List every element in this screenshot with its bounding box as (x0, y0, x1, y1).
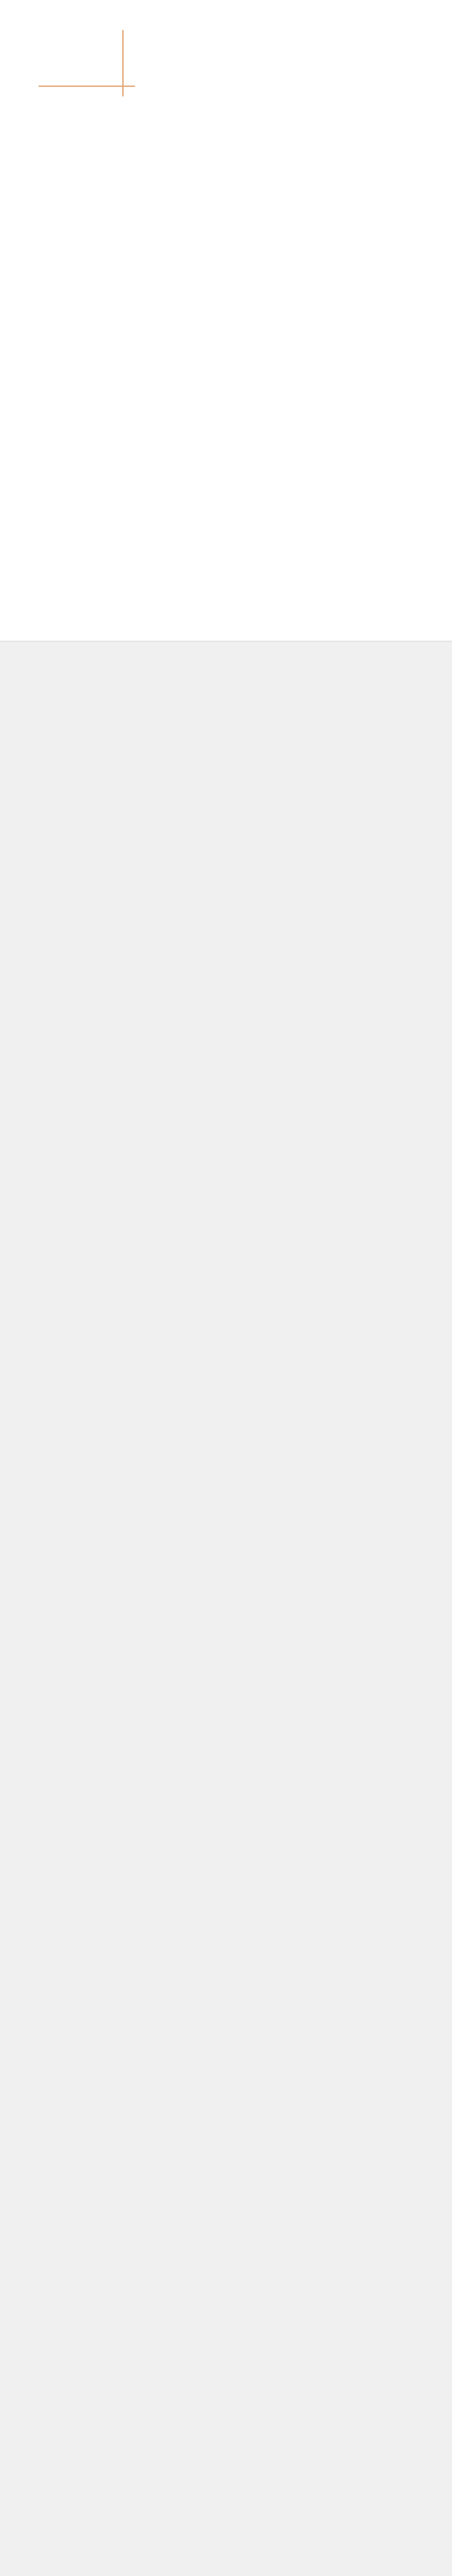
sgs-logo (39, 30, 136, 96)
report-page-1 (0, 0, 452, 642)
